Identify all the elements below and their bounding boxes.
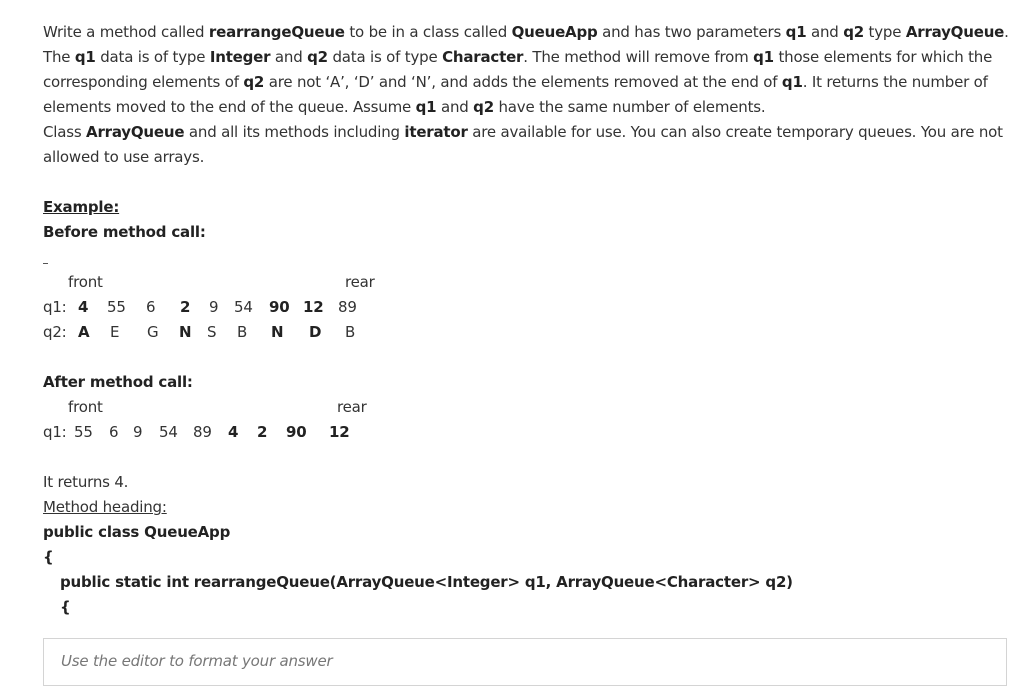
bold-text: q1 (415, 98, 437, 116)
q1-value: 4 (228, 423, 239, 441)
stray-dash (43, 263, 48, 264)
q2-label: q2: (43, 323, 67, 341)
q1-value: 89 (338, 298, 357, 316)
q1-value: 9 (133, 423, 143, 441)
after-q1-row (43, 420, 443, 445)
q2-value: B (345, 323, 356, 341)
q1-value: 54 (159, 423, 178, 441)
q2-row (43, 320, 443, 345)
bold-text: q2 (843, 23, 864, 41)
q1-value: 54 (234, 298, 253, 316)
q2-value: A (78, 323, 90, 341)
text: to be in a class called (344, 23, 512, 41)
q1-value: 90 (286, 423, 307, 441)
text: and all its methods including (184, 123, 405, 141)
bold-text: ArrayQueue (905, 23, 1005, 41)
bold-text: q1 (785, 23, 807, 41)
bold-text: QueueApp (511, 23, 598, 41)
after-front-rear-row (43, 395, 443, 420)
q1-row (43, 295, 443, 320)
problem-paragraph-2 (43, 120, 1009, 170)
text: data is of type (327, 48, 443, 66)
text: those elements for which the corresponding elements of (43, 48, 993, 91)
bold-text: q2 (473, 98, 494, 116)
q1-label: q1: (43, 423, 67, 441)
q1-value: 2 (180, 298, 191, 316)
text: and (436, 98, 474, 116)
q2-value: D (309, 323, 322, 341)
text: and has two parameters (597, 23, 786, 41)
text: data is of type (95, 48, 210, 66)
bold-text: ArrayQueue (86, 123, 185, 141)
method-heading-label: Method heading: (43, 498, 167, 516)
q1-value: 12 (303, 298, 324, 316)
text: type (863, 23, 906, 41)
q1-value: 55 (74, 423, 93, 441)
text: . The (43, 23, 1009, 66)
front-label: front (68, 273, 103, 291)
text: Write a method called (43, 23, 209, 41)
problem-paragraph-1 (43, 20, 1009, 120)
q2-value: E (110, 323, 120, 341)
editor-placeholder: Use the editor to format your answer (61, 652, 333, 670)
class-open-brace: { (43, 548, 54, 566)
returns-text: It returns 4. (43, 473, 129, 491)
q1-value: 6 (109, 423, 119, 441)
bold-text: Integer (209, 48, 271, 66)
q1-value: 12 (329, 423, 350, 441)
answer-editor[interactable] (43, 638, 1007, 686)
bold-text: q1 (781, 73, 803, 91)
q1-value: 90 (269, 298, 290, 316)
class-declaration: public class QueueApp (43, 523, 231, 541)
q2-value: G (147, 323, 159, 341)
bold-text: q1 (753, 48, 774, 66)
front-label: front (68, 398, 103, 416)
rear-label: rear (337, 398, 367, 416)
q2-value: B (237, 323, 248, 341)
before-label: Before method call: (43, 223, 206, 241)
after-label: After method call: (43, 373, 193, 391)
text: are available for use. You can also create temporary queues. You are not allowed to use arrays. (43, 123, 1003, 166)
bold-text: q2 (307, 48, 328, 66)
q1-label: q1: (43, 298, 67, 316)
bold-text: q2 (243, 73, 265, 91)
method-open-brace: { (60, 598, 71, 616)
text: are not ‘A’, ‘D’ and ‘N’, and adds the elements removed at the end of (264, 73, 782, 91)
bold-text: q1 (74, 48, 96, 66)
q1-value: 89 (193, 423, 212, 441)
text: . It returns the number of elements moved to the end of the queue. Assume (43, 73, 988, 116)
text: have the same number of elements. (493, 98, 766, 116)
q2-value: N (179, 323, 192, 341)
q1-value: 4 (78, 298, 89, 316)
bold-text: iterator (404, 123, 468, 141)
problem-statement (43, 20, 1009, 170)
before-front-rear-row (43, 270, 443, 295)
bold-text: Character (442, 48, 524, 66)
rear-label: rear (345, 273, 375, 291)
method-signature: public static int rearrangeQueue(ArrayQueue<Integer> q1, ArrayQueue<Character> q2) (60, 573, 793, 591)
q1-value: 2 (257, 423, 268, 441)
q2-value: N (271, 323, 284, 341)
q1-value: 55 (107, 298, 126, 316)
q1-value: 6 (146, 298, 156, 316)
text: and (270, 48, 308, 66)
example-heading: Example: (43, 198, 120, 216)
q1-value: 9 (209, 298, 219, 316)
text: . The method will remove from (523, 48, 754, 66)
q2-value: S (207, 323, 217, 341)
text: and (806, 23, 844, 41)
text: Class (43, 123, 87, 141)
bold-text: rearrangeQueue (208, 23, 345, 41)
